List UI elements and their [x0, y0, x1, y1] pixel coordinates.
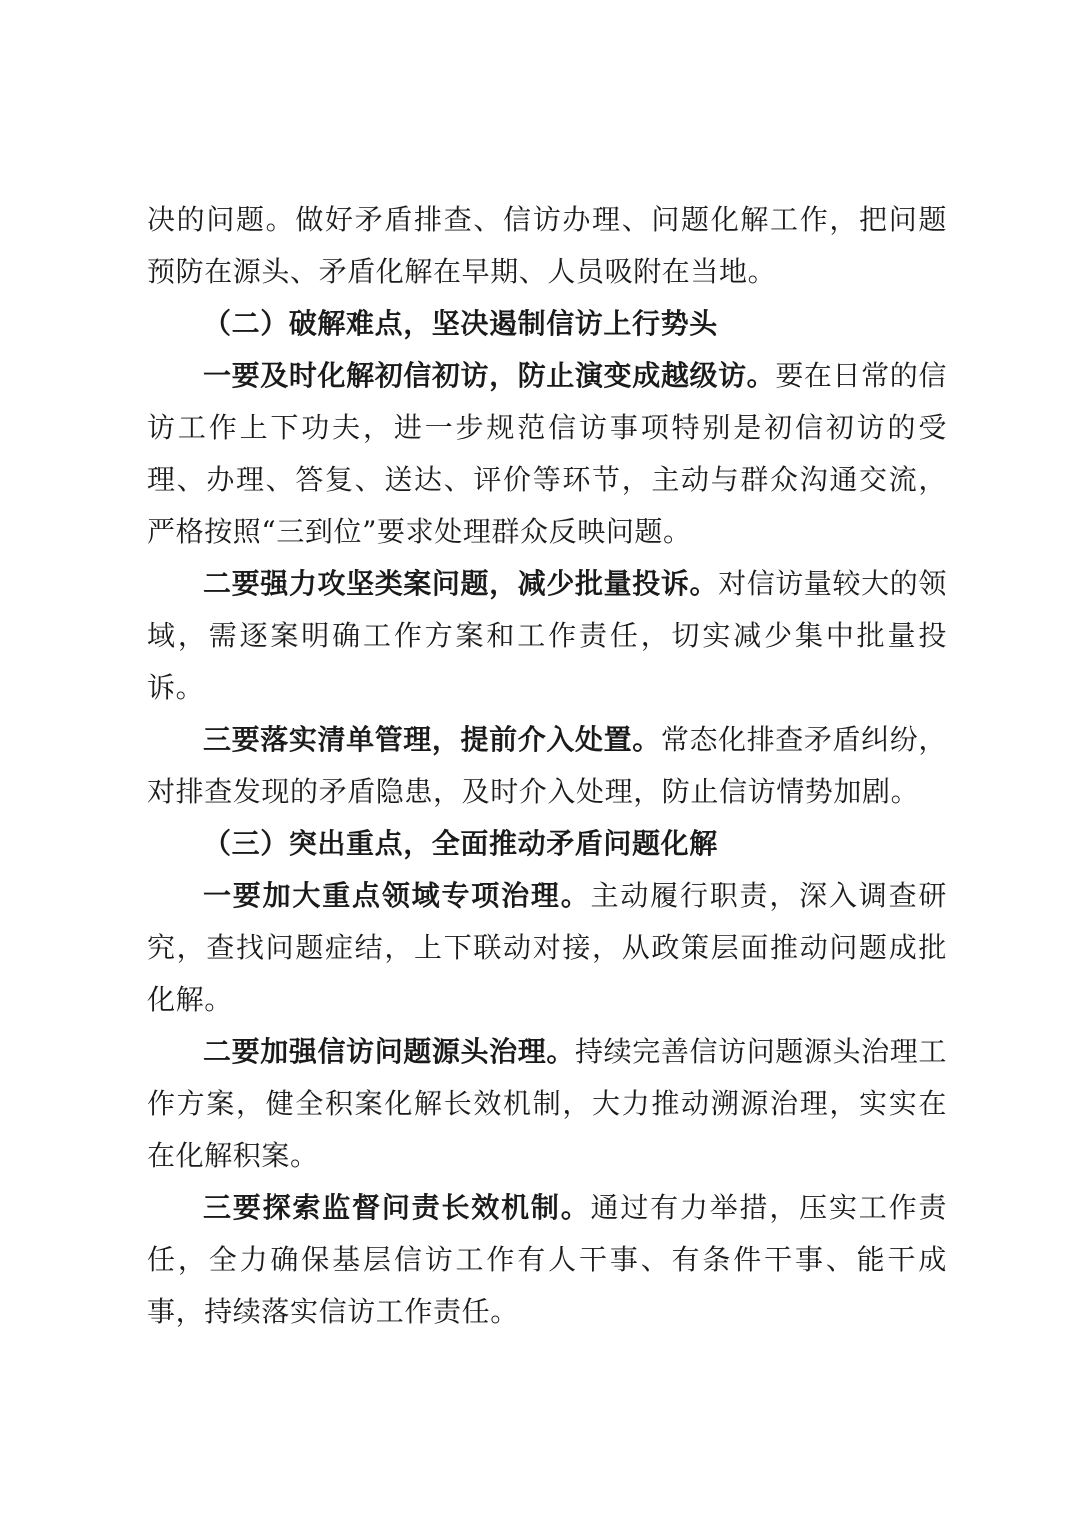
paragraph-text: 决的问题。做好矛盾排查、信访办理、问题化解工作，把问题预防在源头、矛盾化解在早期、人员吸附在当地。: [147, 203, 947, 288]
paragraph-lead: 二要强力攻坚类案问题，减少批量投诉。: [203, 567, 719, 600]
document-body: [147, 194, 947, 1338]
paragraph-lead: 一要及时化解初信初访，防止演变成越级访。: [203, 359, 776, 392]
paragraph-text: 常态化排查矛盾纠纷，对排查发现的矛盾隐患，及时介入处理，防止信访情势加剧。: [147, 723, 947, 808]
paragraph-item-3-2: [147, 1026, 947, 1182]
paragraph-text: 通过有力举措，压实工作责任，全力确保基层信访工作有人干事、有条件干事、能干成事，持续落实信访工作责任。: [147, 1191, 948, 1328]
paragraph-continuation: [147, 194, 947, 298]
paragraph-text: 持续完善信访问题源头治理工作方案，健全积案化解长效机制，大力推动溯源治理，实实在在化解积案。: [147, 1035, 947, 1172]
section-heading-3: （三）突出重点，全面推动矛盾问题化解: [203, 827, 718, 860]
paragraph-lead: 一要加大重点领域专项治理。: [203, 879, 591, 912]
paragraph-text: 要在日常的信访工作上下功夫，进一步规范信访事项特别是初信初访的受理、办理、答复、送达、评价等环节，主动与群众沟通交流，严格按照“三到位”要求处理群众反映问题。: [147, 359, 947, 548]
paragraph-lead: 二要加强信访问题源头治理。: [203, 1035, 575, 1068]
paragraph-text: 主动履行职责，深入调查研究，查找问题症结，上下联动对接，从政策层面推动问题成批化解。: [147, 879, 948, 1016]
paragraph-item-3-3: [147, 1182, 947, 1338]
paragraph-text: 对信访量较大的领域，需逐案明确工作方案和工作责任，切实减少集中批量投诉。: [147, 567, 947, 704]
section-heading-2: （二）破解难点，坚决遏制信访上行势头: [203, 307, 718, 340]
paragraph-item-2-2: [147, 558, 947, 714]
paragraph-lead: 三要落实清单管理，提前介入处置。: [203, 723, 661, 756]
paragraph-lead: 三要探索监督问责长效机制。: [203, 1191, 591, 1224]
paragraph-item-2-3: [147, 714, 947, 818]
paragraph-item-2-1: [147, 350, 947, 558]
paragraph-item-3-1: [147, 870, 947, 1026]
